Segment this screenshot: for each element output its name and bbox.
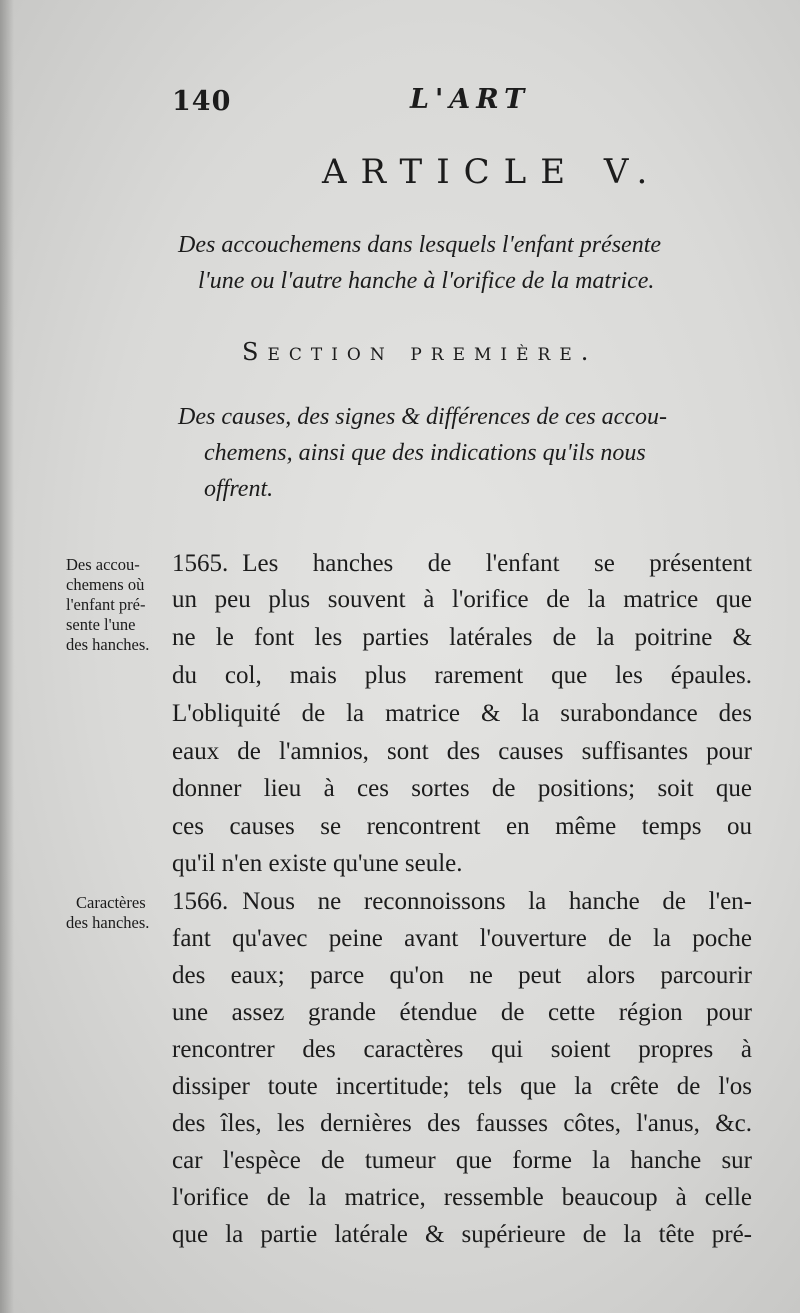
paragraph-text: Les hanches de l'enfant se présentent: [242, 550, 752, 577]
paragraph-line: rencontrer des caractères qui soient propres à: [172, 1036, 752, 1063]
paragraph-line: donner lieu à ces sortes de positions; soit que: [172, 775, 752, 802]
article-subtitle-line: Des accouchemens dans lesquels l'enfant présente: [178, 232, 662, 258]
paragraph-line: ne le font les parties latérales de la poitrine &: [172, 624, 752, 651]
section-heading: Section première.: [242, 338, 598, 366]
paragraph-line: du col, mais plus rarement que les épaules.: [172, 662, 752, 689]
paragraph-line: des eaux; parce qu'on ne peut alors parcourir: [172, 962, 752, 989]
page-number: 140: [172, 86, 232, 117]
paragraph-line: L'obliquité de la matrice & la surabondance des: [172, 700, 752, 727]
paragraph-line: un peu plus souvent à l'orifice de la matrice que: [172, 586, 752, 613]
paragraph-line: une assez grande étendue de cette région pour: [172, 999, 752, 1026]
paragraph-line: que la partie latérale & supérieure de la tête pré-: [172, 1221, 752, 1248]
paragraph-first-line: [172, 888, 752, 916]
margin-note-line: chemens où: [66, 575, 145, 594]
paragraph-number: 1566.: [172, 888, 229, 915]
paragraph-line: car l'espèce de tumeur que forme la hanche sur: [172, 1147, 752, 1174]
paragraph-text: Nous ne reconnoissons la hanche de l'en-: [242, 888, 752, 915]
margin-note-line: des hanches.: [66, 913, 150, 932]
paragraph-line: qu'il n'en existe qu'une seule.: [172, 850, 463, 877]
paragraph-line: ces causes se rencontrent en même temps ou: [172, 813, 752, 840]
margin-note-line: Des accou-: [66, 555, 140, 574]
margin-note-line: des hanches.: [66, 635, 150, 654]
paragraph-first-line: [172, 550, 752, 578]
article-heading: ARTICLE V.: [322, 152, 662, 192]
paragraph-number: 1565.: [172, 550, 229, 577]
paragraph-line: dissiper toute incertitude; tels que la crête de l'os: [172, 1073, 752, 1100]
paragraph-line: eaux de l'amnios, sont des causes suffisantes pour: [172, 738, 752, 765]
section-subtitle-line: chemens, ainsi que des indications qu'ils nous: [204, 440, 646, 466]
article-subtitle-line: l'une ou l'autre hanche à l'orifice de la matrice.: [198, 268, 655, 294]
paragraph-line: des îles, les dernières des fausses côtes, l'anus, &c.: [172, 1110, 752, 1137]
margin-note-line: sente l'une: [66, 615, 136, 634]
margin-note-line: Caractères: [76, 893, 146, 912]
paragraph-line: l'orifice de la matrice, ressemble beaucoup à celle: [172, 1184, 752, 1211]
margin-note-line: l'enfant pré-: [66, 595, 146, 614]
section-subtitle-line: offrent.: [204, 476, 274, 502]
running-title: L'ART: [410, 84, 531, 115]
section-subtitle-line: Des causes, des signes & différences de ces accou-: [178, 404, 667, 430]
paragraph-line: fant qu'avec peine avant l'ouverture de la poche: [172, 925, 752, 952]
gutter-shadow: [0, 0, 14, 1313]
